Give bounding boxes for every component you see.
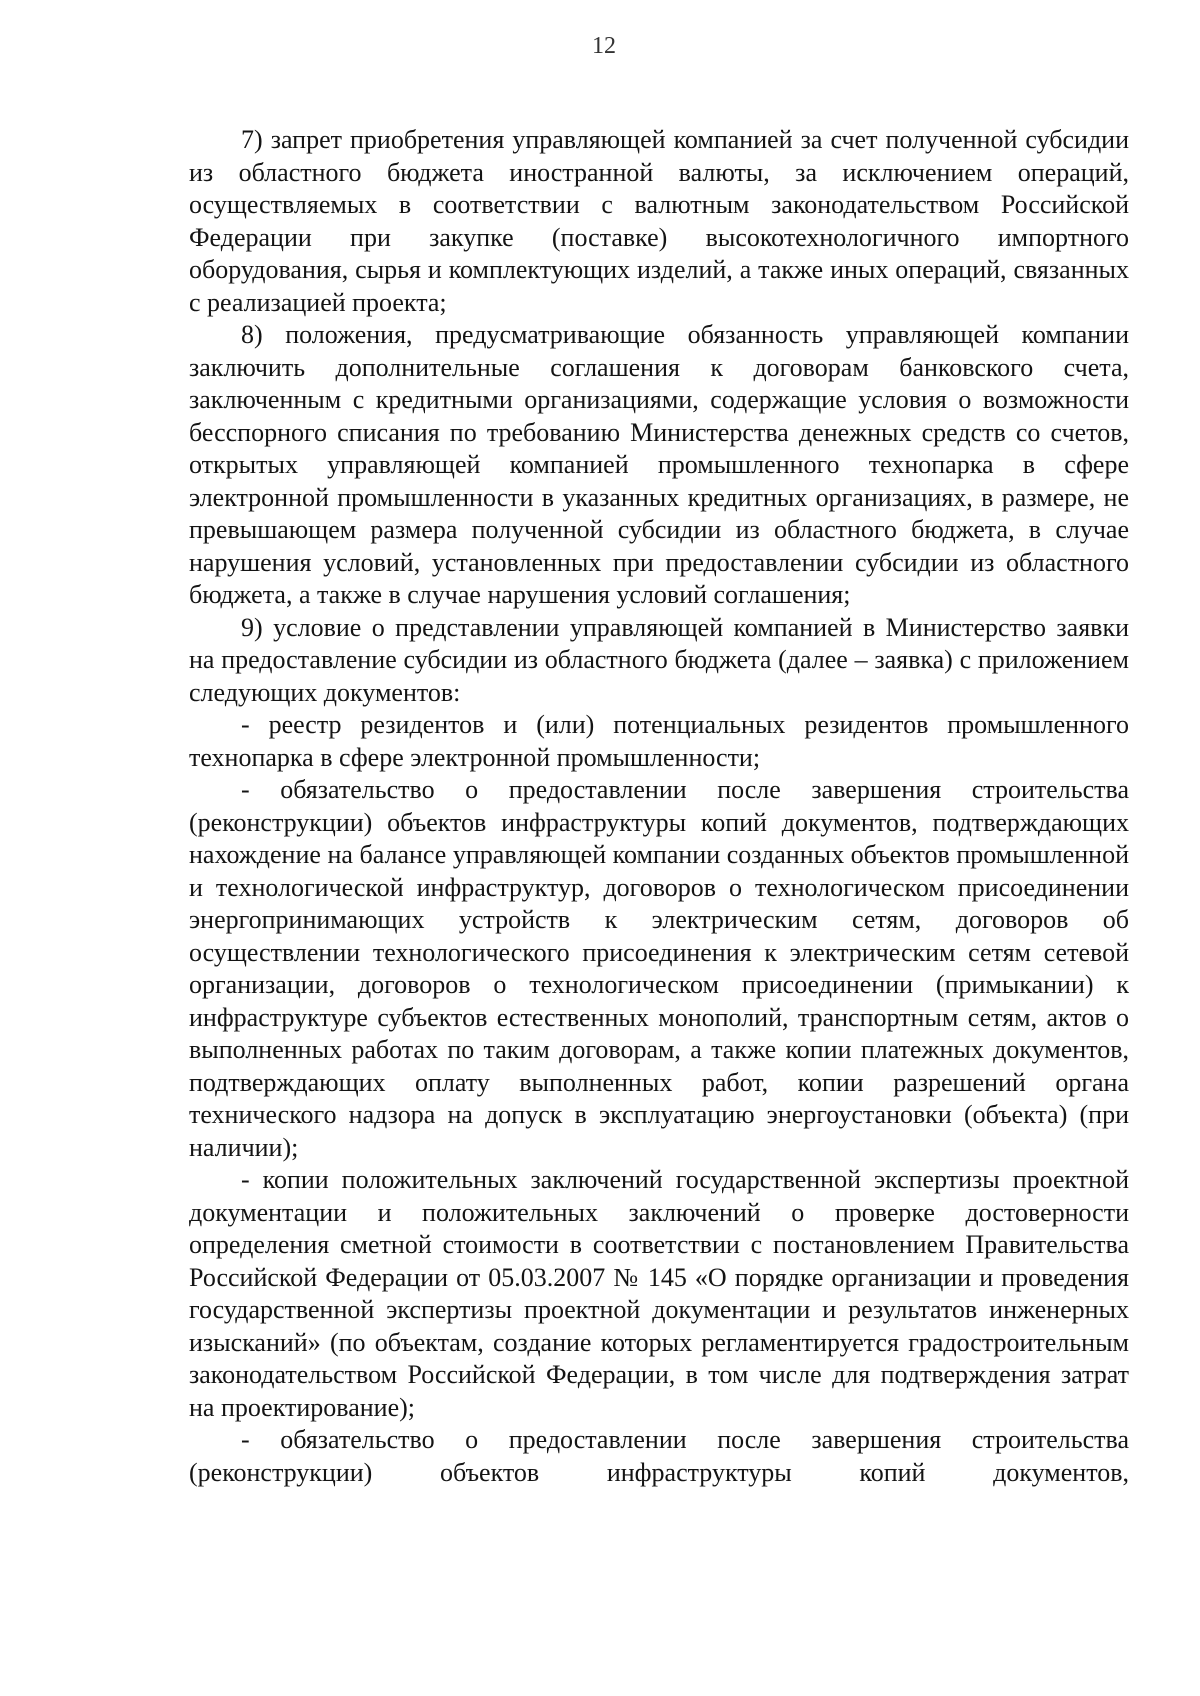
paragraph-item-9: 9) условие о представлении управляющей компанией в Министерство заявки на предоставление субсидии из областного бюджета (далее – заявка) с приложением следующих документов: <box>189 612 1129 707</box>
list-item-obligation-continued: - обязательство о предоставлении после завершения строительства (реконструкции) объектов инфраструктуры копий документов, <box>189 1425 1129 1487</box>
list-item-obligation-documents: - обязательство о предоставлении после завершения строительства (реконструкции) объектов инфраструктуры копий документов, подтверждающих нахождение на балансе управляющей компании созданных объектов промышленной и технологической инфраструктур, договоров о технологическом присоединении энергопринимающих устройств к электрическим сетям, договоров об осуществлении технологического присоединения к электрическим сетям сетевой организации, договоров о технологическом присоединении (примыкании) к инфраструктуре субъектов естественных монополий, транспортным сетям, актов о выполненных работах по таким договорам, а также копии платежных документов, подтверждающих оплату выполненных работ, копии разрешений органа технического надзора на допуск в эксплуатацию энергоустановки (объекта) (при наличии); <box>189 775 1129 1162</box>
list-item-registry: - реестр резидентов и (или) потенциальных резидентов промышленного технопарка в сфере электронной промышленности; <box>189 710 1129 772</box>
paragraph-item-8: 8) положения, предусматривающие обязанность управляющей компании заключить дополнительные соглашения к договорам банковского счета, заключенным с кредитными организациями, содержащие условия о возможности бесспорного списания по требованию Министерства денежных средств со счетов, открытых управляющей компанией промышленного технопарка в сфере электронной промышленности в указанных кредитных организациях, в размере, не превышающем размера полученной субсидии из областного бюджета, в случае нарушения условий, установленных при предоставлении субсидии из областного бюджета, а также в случае нарушения условий соглашения; <box>189 320 1129 609</box>
paragraph-item-7: 7) запрет приобретения управляющей компанией за счет полученной субсидии из областного бюджета иностранной валюты, за исключением операций, осуществляемых в соответствии с валютным законодательством Российской Федерации при закупке (поставке) высокотехнологичного импортного оборудования, сырья и комплектующих изделий, а также иных операций, связанных с реализацией проекта; <box>189 125 1129 317</box>
document-body <box>189 124 1129 1489</box>
list-item-expertise-copies: - копии положительных заключений государственной экспертизы проектной документации и положительных заключений о проверке достоверности определения сметной стоимости в соответствии с постановлением Правительства Российской Федерации от 05.03.2007 № 145 «О порядке организации и проведения государственной экспертизы проектной документации и результатов инженерных изысканий» (по объектам, создание которых регламентируется градостроительным законодательством Российской Федерации, в том числе для подтверждения затрат на проектирование); <box>189 1165 1129 1422</box>
page-number: 12 <box>592 33 616 59</box>
